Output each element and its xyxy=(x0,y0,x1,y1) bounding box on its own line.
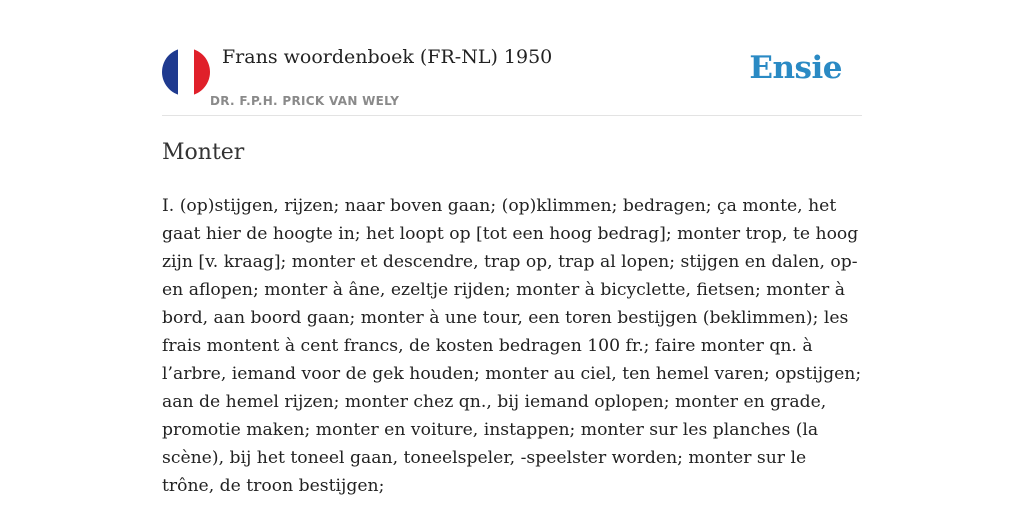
dictionary-title[interactable]: Frans woordenboek (FR-NL) 1950 xyxy=(222,46,553,68)
french-flag-icon xyxy=(162,48,210,96)
headword: Monter xyxy=(162,140,245,165)
flag-stripe-red xyxy=(194,48,210,96)
ensie-logo[interactable]: Ensie xyxy=(749,50,842,86)
flag-stripe-blue xyxy=(162,48,178,96)
definition-text: I. (op)stijgen, rijzen; naar boven gaan; (op)klimmen; bedragen; ça monte, het gaat hier de hoogte in; het loopt op [tot een hoog bedrag]; monter trop, te hoog zijn [v. kraag]; monter et descendre, trap op, trap al lopen; stijgen en dalen, op- en aflopen; monter à âne, ezeltje rijden; monter à bicyclette, fietsen; monter à bord, aan boord gaan; monter à une tour, een toren bestijgen (beklimmen); les frais montent à cent francs, de kosten bedragen 100 fr.; faire monter qn. à l’arbre, iemand voor de gek houden; monter au ciel, ten hemel varen; opstijgen; aan de hemel rijzen; monter chez qn., bij iemand oplopen; monter en grade, promotie maken; monter en voiture, instappen; monter sur les planches (la scène), bij het toneel gaan, toneelspeler, -speelster worden; monter sur le trône, de troon bestijgen; xyxy=(162,196,862,496)
dictionary-author: DR. F.P.H. PRICK VAN WELY xyxy=(210,94,400,108)
dictionary-header xyxy=(162,44,862,116)
flag-stripe-white xyxy=(178,48,194,96)
